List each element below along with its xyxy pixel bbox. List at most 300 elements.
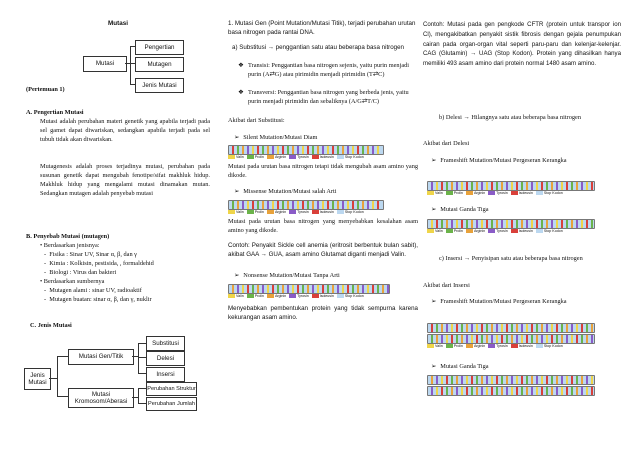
dna-base-band — [307, 201, 309, 209]
legend-item — [267, 155, 286, 160]
legend-label: Prolin — [453, 229, 463, 233]
dna-base-band — [377, 146, 379, 154]
dna-base-band — [252, 201, 254, 209]
dna-base-band — [431, 324, 433, 332]
legend-swatch — [511, 344, 518, 348]
dna-base-band — [591, 220, 593, 228]
dna-base-band — [436, 335, 438, 343]
legend-swatch — [427, 344, 434, 348]
legend-silent — [228, 155, 364, 160]
dna-base-band — [536, 376, 538, 384]
dna-base-band — [531, 335, 533, 343]
dna-base-band — [461, 324, 463, 332]
dna-base-band — [352, 146, 354, 154]
dna-base-band — [446, 182, 448, 190]
section-b-item-2-text: Berdasarkan sumbernya — [43, 278, 105, 285]
dna-base-band — [506, 182, 508, 190]
legend-swatch — [511, 191, 518, 195]
dna-strip-ganda-insersi-2 — [427, 386, 595, 396]
dna-base-band — [576, 220, 578, 228]
dna-base-band — [496, 376, 498, 384]
section-b-item-1-text: Berdasarkan jenisnya: — [43, 242, 100, 249]
dna-base-band — [576, 324, 578, 332]
dna-base-band — [377, 285, 379, 293]
dna-base-band — [232, 146, 234, 154]
legend-swatch — [247, 210, 254, 214]
dna-base-band — [536, 324, 538, 332]
dna-base-band — [561, 335, 563, 343]
dna-base-band — [441, 324, 443, 332]
legend-swatch — [536, 344, 543, 348]
dna-base-band — [546, 335, 548, 343]
dna-base-band — [576, 376, 578, 384]
dna-base-band — [506, 335, 508, 343]
dna-base-band — [441, 220, 443, 228]
dna-base-band — [456, 376, 458, 384]
dna-base-band — [327, 285, 329, 293]
dna-base-band — [247, 146, 249, 154]
legend-label: Valin — [236, 155, 244, 159]
dna-base-band — [262, 146, 264, 154]
legend-frameshift-insersi — [427, 344, 563, 349]
legend-frameshift-delesi — [427, 191, 563, 196]
mutasi-gen-item: 1. Mutasi Gen (Point Mutation/Mutasi Titik), terjadi perubahan urutan basa nitrogen pada rantai DNA. — [228, 20, 416, 36]
legend-item — [289, 155, 309, 160]
legend-swatch — [427, 229, 434, 233]
section-b-item-1: • Berdasarkan jenisnya: — [40, 242, 100, 249]
diagram2-insersi: Insersi — [146, 367, 185, 382]
legend-swatch — [511, 229, 518, 233]
dna-base-band — [516, 387, 518, 395]
diagram-title: Mutasi — [108, 20, 128, 27]
dna-base-band — [576, 387, 578, 395]
dna-base-band — [556, 376, 558, 384]
dna-base-band — [561, 376, 563, 384]
dna-base-band — [237, 201, 239, 209]
legend-item — [337, 210, 364, 215]
dna-strip-missense — [228, 200, 384, 210]
legend-label: Stop Kodon — [344, 155, 364, 159]
legend-swatch — [312, 294, 319, 298]
dna-base-band — [481, 324, 483, 332]
legend-item — [536, 191, 563, 196]
legend-swatch — [466, 229, 473, 233]
dna-base-band — [456, 324, 458, 332]
legend-swatch — [337, 210, 344, 214]
dna-base-band — [277, 201, 279, 209]
dna-base-band — [262, 285, 264, 293]
diagram2-jumlah: Perubahan Jumlah — [146, 397, 197, 411]
dna-base-band — [531, 182, 533, 190]
dna-base-band — [372, 146, 374, 154]
transisi-item: ❖ Transisi: Penggantian basa nitrogen sejenis, yaitu purin menjadi purin (A⇄G) atau pirimidin menjadi pirimidin (T⇄C) — [238, 62, 410, 78]
diagram2-gen: Mutasi Gen/Titik — [68, 349, 134, 365]
dna-base-band — [287, 201, 289, 209]
dna-base-band — [531, 324, 533, 332]
dna-base-band — [566, 376, 568, 384]
dna-base-band — [446, 220, 448, 228]
sickle-cell-example: Contoh: Penyakit Sickle cell anemia (eritrosit berbentuk bulan sabit), akibat GAA → GUA, asam amino Glutamat diganti menjadi Valin. — [228, 242, 418, 258]
ganda-delesi-label — [431, 206, 489, 215]
dna-base-band — [476, 182, 478, 190]
dna-strip-nonsense — [228, 284, 390, 294]
dna-base-band — [551, 335, 553, 343]
dna-base-band — [591, 376, 593, 384]
dna-base-band — [471, 324, 473, 332]
dna-base-band — [526, 335, 528, 343]
dna-base-band — [546, 220, 548, 228]
legend-swatch — [267, 210, 274, 214]
dna-base-band — [257, 285, 259, 293]
dna-base-band — [566, 324, 568, 332]
dna-base-band — [352, 201, 354, 209]
dna-base-band — [531, 220, 533, 228]
dna-base-band — [302, 201, 304, 209]
legend-label: Isoleusin — [518, 344, 533, 348]
legend-label: Valin — [236, 294, 244, 298]
diagram2-root: Jenis Mutasi — [24, 368, 51, 390]
ganda-delesi-text: Mutasi Ganda Tiga — [440, 206, 489, 213]
dna-base-band — [232, 201, 234, 209]
legend-label: Arginin — [274, 155, 287, 159]
dna-base-band — [277, 285, 279, 293]
section-b-sub-2-text: Kimia : Kolkisin, pestisida, , formaldehid — [49, 260, 154, 267]
dna-base-band — [581, 387, 583, 395]
legend-item — [247, 294, 264, 299]
dna-base-band — [446, 324, 448, 332]
frameshift-insersi-text: Frameshift Mutation/Mutasi Pergeseran Kerangka — [440, 298, 567, 305]
dna-base-band — [377, 201, 379, 209]
dna-base-band — [456, 220, 458, 228]
dna-base-band — [481, 335, 483, 343]
dna-base-band — [511, 376, 513, 384]
legend-item — [427, 191, 443, 196]
section-a-paragraph-1: Mutasi adalah perubahan materi genetik yang apabila terjadi pada sel gamet dapat diwariskan, sedangkan apabila terjadi pada sel tubuh tidak akan diwariskan. — [40, 118, 210, 143]
transversi-text: Transversi: Penggantian basa nitrogen yang berbeda jenis, yaitu purin menjadi pirimidin dan sebaliknya (A/G⇄T/C) — [248, 89, 409, 105]
legend-item — [427, 229, 443, 234]
delesi-item: b) Delesi → Hilangnya satu atau beberapa basa nitrogen — [439, 114, 581, 121]
legend-label: Tyrosin — [297, 210, 309, 214]
legend-label: Stop Kodon — [543, 191, 563, 195]
dna-base-band — [551, 376, 553, 384]
dna-base-band — [466, 376, 468, 384]
dna-strip-silent — [228, 145, 384, 155]
dna-base-band — [337, 146, 339, 154]
legend-item — [536, 229, 563, 234]
legend-item — [247, 155, 264, 160]
legend-item — [312, 294, 334, 299]
dna-base-band — [496, 220, 498, 228]
dna-base-band — [307, 285, 309, 293]
dna-base-band — [581, 182, 583, 190]
legend-item — [488, 229, 508, 234]
dna-base-band — [387, 285, 389, 293]
dna-base-band — [332, 201, 334, 209]
dna-base-band — [466, 324, 468, 332]
dna-base-band — [481, 182, 483, 190]
dna-base-band — [357, 201, 359, 209]
dna-base-band — [242, 285, 244, 293]
substitusi-item: a) Substitusi → penggantian satu atau beberapa basa nitrogen — [232, 44, 404, 51]
section-b-sub-2: - Kimia : Kolkisin, pestisida, , formaldehid — [44, 260, 154, 267]
dna-base-band — [337, 285, 339, 293]
dna-base-band — [382, 285, 384, 293]
dna-base-band — [486, 182, 488, 190]
dna-base-band — [307, 146, 309, 154]
dna-base-band — [272, 285, 274, 293]
legend-swatch — [488, 344, 495, 348]
dna-base-band — [436, 182, 438, 190]
legend-swatch — [446, 191, 453, 195]
dna-base-band — [496, 387, 498, 395]
dna-base-band — [541, 335, 543, 343]
dna-base-band — [536, 220, 538, 228]
dna-base-band — [586, 335, 588, 343]
dna-base-band — [322, 285, 324, 293]
dna-base-band — [446, 335, 448, 343]
frameshift-delesi-label — [431, 157, 611, 166]
dna-base-band — [237, 285, 239, 293]
dna-base-band — [282, 146, 284, 154]
dna-base-band — [337, 201, 339, 209]
dna-base-band — [272, 146, 274, 154]
legend-label: Isoleusin — [319, 294, 334, 298]
dna-base-band — [506, 324, 508, 332]
dna-base-band — [257, 146, 259, 154]
legend-item — [289, 210, 309, 215]
legend-label: Arginin — [274, 294, 287, 298]
dna-base-band — [536, 387, 538, 395]
legend-label: Tyrosin — [496, 229, 508, 233]
dna-base-band — [431, 182, 433, 190]
legend-item — [511, 191, 533, 196]
dna-base-band — [556, 387, 558, 395]
dna-base-band — [491, 335, 493, 343]
dna-base-band — [586, 376, 588, 384]
dna-base-band — [456, 335, 458, 343]
dna-base-band — [282, 201, 284, 209]
dna-base-band — [317, 201, 319, 209]
legend-item — [536, 344, 563, 349]
diagram2-delesi: Delesi — [146, 351, 185, 366]
dna-base-band — [302, 146, 304, 154]
dna-base-band — [431, 376, 433, 384]
dna-base-band — [571, 182, 573, 190]
column-left — [18, 0, 210, 452]
dna-strip-frameshift-insersi-2 — [427, 334, 595, 344]
legend-item — [312, 155, 334, 160]
legend-swatch — [337, 294, 344, 298]
dna-base-band — [521, 335, 523, 343]
legend-swatch — [466, 191, 473, 195]
dna-base-band — [347, 146, 349, 154]
nonsense-description: Menyebabkan pembentukan protein yang tidak sempurna karena kekurangan asam amino. — [228, 305, 418, 321]
legend-label: Arginin — [473, 344, 486, 348]
dna-base-band — [332, 146, 334, 154]
legend-label: Stop Kodon — [344, 210, 364, 214]
legend-swatch — [427, 191, 434, 195]
dna-base-band — [247, 285, 249, 293]
dna-base-band — [521, 220, 523, 228]
dna-base-band — [466, 182, 468, 190]
missense-description: Mutasi pada urutan basa nitrogen yang menyebabkan kesalahan asam amino yang dikode. — [228, 218, 418, 234]
dna-base-band — [571, 220, 573, 228]
legend-swatch — [228, 294, 235, 298]
dna-base-band — [511, 387, 513, 395]
dna-strip-frameshift-delesi — [427, 181, 595, 191]
dna-base-band — [546, 376, 548, 384]
dna-base-band — [267, 146, 269, 154]
dna-strip-ganda-delesi — [427, 219, 595, 229]
dna-base-band — [561, 182, 563, 190]
dna-base-band — [586, 387, 588, 395]
legend-item — [267, 210, 286, 215]
dna-base-band — [591, 387, 593, 395]
dna-base-band — [446, 387, 448, 395]
legend-label: Arginin — [473, 229, 486, 233]
dna-base-band — [591, 335, 593, 343]
legend-label: Isoleusin — [319, 210, 334, 214]
dna-base-band — [242, 146, 244, 154]
dna-base-band — [526, 376, 528, 384]
dna-base-band — [431, 335, 433, 343]
dna-base-band — [526, 324, 528, 332]
legend-label: Isoleusin — [518, 191, 533, 195]
silent-mutation-label — [234, 134, 317, 143]
dna-base-band — [481, 376, 483, 384]
dna-base-band — [267, 201, 269, 209]
dna-base-band — [566, 335, 568, 343]
dna-base-band — [551, 324, 553, 332]
dna-base-band — [297, 285, 299, 293]
legend-label: Valin — [236, 210, 244, 214]
dna-base-band — [342, 285, 344, 293]
dna-base-band — [481, 387, 483, 395]
dna-base-band — [297, 146, 299, 154]
legend-label: Prolin — [453, 344, 463, 348]
legend-swatch — [312, 210, 319, 214]
dna-base-band — [581, 376, 583, 384]
dna-base-band — [322, 201, 324, 209]
dna-base-band — [546, 182, 548, 190]
akibat-delesi-label: Akibat dari Delesi — [423, 140, 470, 147]
legend-swatch — [488, 229, 495, 233]
legend-label: Isoleusin — [319, 155, 334, 159]
legend-swatch — [488, 191, 495, 195]
dna-base-band — [322, 146, 324, 154]
legend-item — [466, 191, 485, 196]
dna-base-band — [461, 335, 463, 343]
dna-base-band — [496, 335, 498, 343]
dna-base-band — [491, 387, 493, 395]
legend-label: Valin — [435, 344, 443, 348]
dna-base-band — [576, 182, 578, 190]
dna-base-band — [367, 146, 369, 154]
dna-base-band — [357, 285, 359, 293]
dna-base-band — [441, 335, 443, 343]
dna-base-band — [486, 387, 488, 395]
dna-base-band — [551, 387, 553, 395]
dna-base-band — [287, 146, 289, 154]
dna-base-band — [292, 146, 294, 154]
dna-base-band — [451, 376, 453, 384]
dna-base-band — [571, 335, 573, 343]
dna-base-band — [551, 220, 553, 228]
dna-base-band — [352, 285, 354, 293]
dna-base-band — [556, 335, 558, 343]
dna-base-band — [511, 324, 513, 332]
nonsense-text: Nonsense Mutation/Mutasi Tanpa Arti — [243, 272, 340, 279]
dna-base-band — [536, 335, 538, 343]
dna-base-band — [272, 201, 274, 209]
dna-base-band — [431, 387, 433, 395]
dna-base-band — [536, 182, 538, 190]
legend-item — [511, 229, 533, 234]
dna-base-band — [461, 182, 463, 190]
dna-base-band — [566, 220, 568, 228]
legend-swatch — [247, 294, 254, 298]
dna-base-band — [471, 220, 473, 228]
diagram-node-pengertian: Pengertian — [135, 40, 184, 55]
legend-item — [312, 210, 334, 215]
dna-base-band — [491, 220, 493, 228]
dna-base-band — [541, 376, 543, 384]
dna-base-band — [516, 376, 518, 384]
legend-label: Valin — [435, 229, 443, 233]
dna-base-band — [561, 324, 563, 332]
silent-mutation-text: Silent Mutation/Mutasi Diam — [243, 134, 318, 141]
legend-swatch — [536, 191, 543, 195]
dna-base-band — [591, 324, 593, 332]
legend-swatch — [446, 344, 453, 348]
dna-base-band — [521, 324, 523, 332]
dna-base-band — [511, 220, 513, 228]
dna-base-band — [516, 220, 518, 228]
legend-swatch — [228, 210, 235, 214]
dna-base-band — [586, 324, 588, 332]
legend-item — [488, 191, 508, 196]
legend-item — [427, 344, 443, 349]
dna-base-band — [342, 146, 344, 154]
legend-swatch — [289, 294, 296, 298]
legend-swatch — [228, 155, 235, 159]
dna-base-band — [436, 220, 438, 228]
dna-base-band — [586, 182, 588, 190]
dna-base-band — [486, 376, 488, 384]
dna-base-band — [571, 387, 573, 395]
dna-base-band — [506, 376, 508, 384]
diagram2-substitusi: Substitusi — [146, 336, 185, 351]
legend-label: Prolin — [254, 155, 264, 159]
legend-item — [228, 210, 244, 215]
dna-base-band — [232, 285, 234, 293]
akibat-insersi-label: Akibat dari Insersi — [423, 282, 470, 289]
dna-base-band — [282, 285, 284, 293]
legend-item — [289, 294, 309, 299]
dna-base-band — [571, 376, 573, 384]
dna-base-band — [581, 220, 583, 228]
meeting-label: (Pertemuan 1) — [26, 86, 65, 93]
legend-item — [337, 155, 364, 160]
section-b-sub-1-text: Fisika : Sinar UV, Sinar α, β, dan γ — [49, 251, 137, 258]
dna-base-band — [486, 335, 488, 343]
dna-base-band — [501, 182, 503, 190]
dna-base-band — [506, 387, 508, 395]
dna-base-band — [327, 146, 329, 154]
legend-swatch — [267, 155, 274, 159]
dna-base-band — [471, 376, 473, 384]
dna-base-band — [372, 201, 374, 209]
